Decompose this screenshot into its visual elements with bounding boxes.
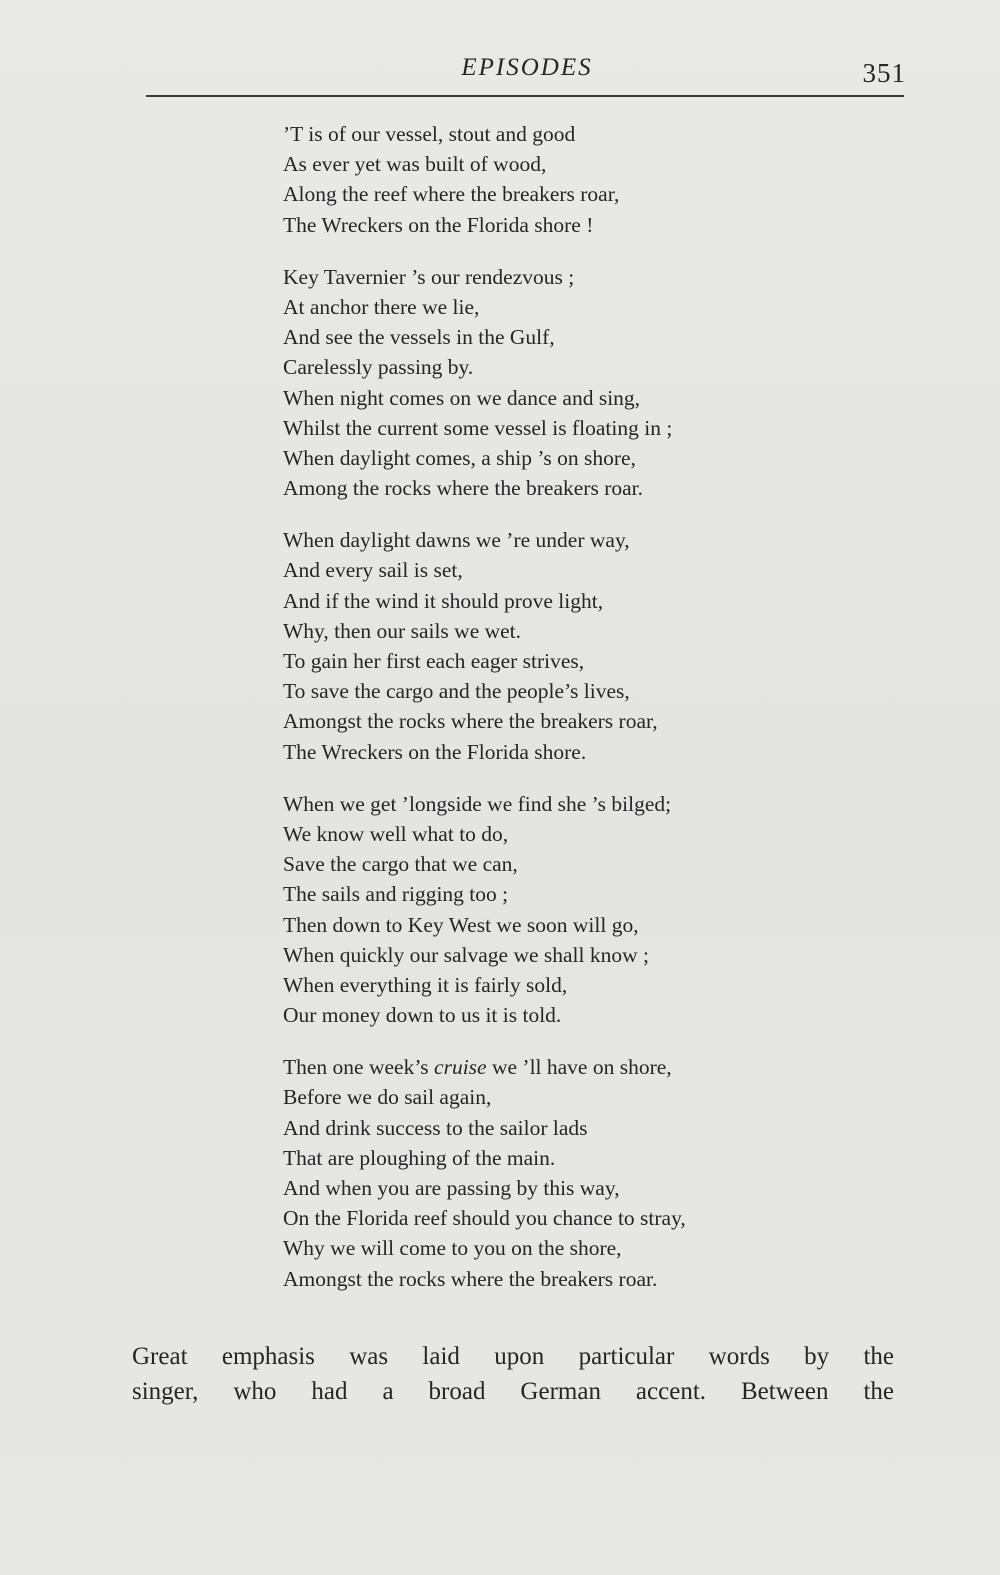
- poem-line: The sails and rigging too ;: [283, 882, 509, 907]
- poem-line: And if the wind it should prove light,: [283, 588, 604, 613]
- poem-line: Amongst the rocks where the breakers roar,: [283, 709, 658, 734]
- poem-line: Why, then our sails we wet.: [283, 618, 522, 643]
- poem-line: When quickly our salvage we shall know ;: [283, 942, 650, 967]
- stanza-3: [283, 525, 883, 767]
- stanza-4: [283, 789, 883, 1031]
- running-head: [148, 52, 906, 92]
- poem-line: On the Florida reef should you chance to stray,: [283, 1206, 686, 1231]
- poem-line: When we get ’longside we find she ’s bilged;: [283, 791, 672, 816]
- stanza-5: [283, 1052, 883, 1294]
- running-title: EPISODES: [461, 54, 593, 81]
- poem-line: And drink success to the sailor lads: [283, 1115, 588, 1140]
- poem-line: That are ploughing of the main.: [283, 1145, 556, 1170]
- stanza-1: [283, 119, 883, 240]
- prose-paragraph: [132, 1339, 894, 1409]
- poem-line: When everything it is fairly sold,: [283, 972, 568, 997]
- poem: [283, 119, 883, 1316]
- prose-line: singer, who had a broad German accent. Between the: [132, 1378, 894, 1405]
- poem-line: [283, 1052, 883, 1082]
- poem-line-part: we ’ll have on shore,: [486, 1055, 672, 1080]
- poem-line: We know well what to do,: [283, 821, 509, 846]
- poem-line: The Wreckers on the Florida shore !: [283, 212, 594, 237]
- poem-line: At anchor there we lie,: [283, 294, 480, 319]
- poem-line: And when you are passing by this way,: [283, 1176, 620, 1200]
- poem-line: The Wreckers on the Florida shore.: [283, 739, 587, 764]
- poem-line: ’T is of our vessel, stout and good: [283, 122, 576, 146]
- poem-line: When daylight dawns we ’re under way,: [283, 528, 630, 553]
- poem-line: Why we will come to you on the shore,: [283, 1236, 622, 1261]
- poem-line: Among the rocks where the breakers roar.: [283, 476, 643, 501]
- poem-line: To save the cargo and the people’s lives,: [283, 679, 630, 704]
- poem-line: Our money down to us it is told.: [283, 1003, 562, 1028]
- poem-line: Amongst the rocks where the breakers roar.: [283, 1266, 658, 1291]
- poem-line: Then down to Key West we soon will go,: [283, 912, 639, 937]
- poem-line: Key Tavernier ’s our rendezvous ;: [283, 264, 575, 289]
- italic-word: cruise: [434, 1055, 487, 1080]
- poem-line: Before we do sail again,: [283, 1085, 492, 1110]
- poem-line: When daylight comes, a ship ’s on shore,: [283, 445, 636, 470]
- header-rule: [146, 95, 904, 97]
- page-number: 351: [862, 58, 906, 88]
- poem-line: As ever yet was built of wood,: [283, 152, 547, 177]
- poem-line: And see the vessels in the Gulf,: [283, 325, 555, 350]
- poem-line: Whilst the current some vessel is floating in ;: [283, 415, 673, 440]
- poem-line: To gain her first each eager strives,: [283, 649, 585, 673]
- poem-line: When night comes on we dance and sing,: [283, 385, 641, 410]
- poem-line-part: Then one week’s: [283, 1055, 435, 1080]
- stanza-2: [283, 262, 883, 504]
- poem-line: Save the cargo that we can,: [283, 852, 518, 877]
- prose-line: Great emphasis was laid upon particular words by the: [132, 1343, 894, 1370]
- poem-line: And every sail is set,: [283, 558, 463, 583]
- poem-line: Carelessly passing by.: [283, 355, 474, 380]
- poem-line: Along the reef where the breakers roar,: [283, 182, 620, 207]
